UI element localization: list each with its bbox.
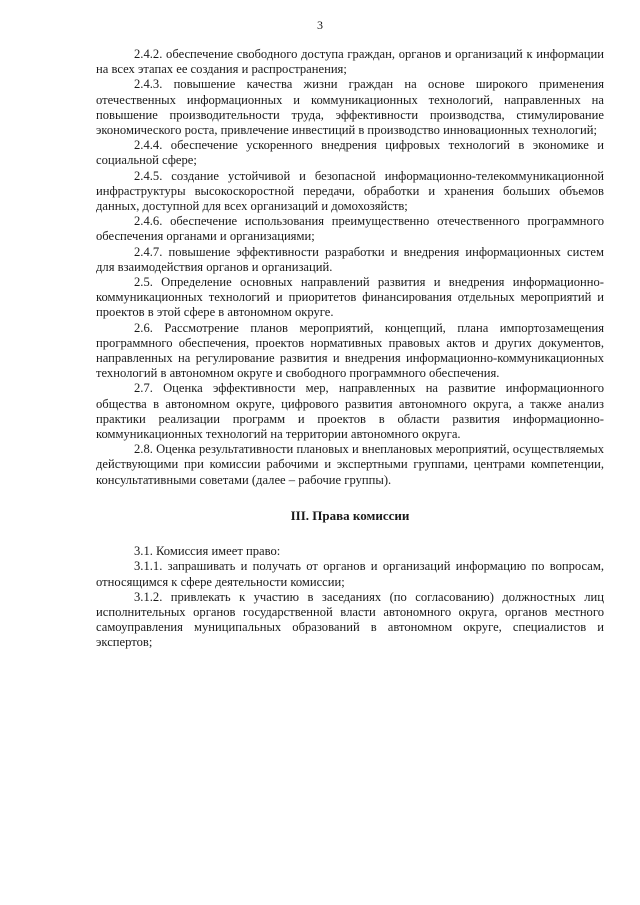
section-heading: III. Права комиссии: [290, 507, 410, 523]
paragraph-2-7: 2.7. Оценка эффективности мер, направленных на развитие информационного общества в автономном округе, цифрового развития автономного округа, а также анализ практики реализации программ и проектов в области развития информационно-коммуникационных технологий на территории автономного округа.: [96, 381, 604, 442]
paragraph-2-6: 2.6. Рассмотрение планов мероприятий, концепций, плана импортозамещения программного обеспечения, проектов нормативных правовых актов и других документов, направленных на регулирование развития и внедрения информационно-коммуникационных технологий в автономном округе и свободного программного обеспечения.: [96, 320, 604, 381]
paragraph-2-4-7: 2.4.7. повышение эффективности разработки и внедрения информационных систем для взаимодействия органов и организаций.: [96, 244, 604, 274]
paragraph-2-5: 2.5. Определение основных направлений развития и внедрения информационно-коммуникационных технологий и приоритетов финансирования отдельных мероприятий и проектов в этой сфере в автономном округе.: [96, 275, 604, 320]
paragraph-2-4-3: 2.4.3. повышение качества жизни граждан на основе широкого применения отечественных информационных и коммуникационных технологий, направленных на повышение производительности труда, эффективности производства, стимулирование экономического роста, привлечение инвестиций в производство инновационных технологий;: [96, 77, 604, 138]
paragraph-2-8: 2.8. Оценка результативности плановых и внеплановых мероприятий, осуществляемых действующими при комиссии рабочими и экспертными группами, центрами компетенции, консультативными советами (далее – рабочие группы).: [96, 442, 604, 487]
page-number: 3: [317, 18, 323, 32]
paragraph-3-1-2: 3.1.2. привлекать к участию в заседаниях (по согласованию) должностных лиц исполнительных органов государственной власти автономного округа, органов местного самоуправления муниципальных образований в автономном округе, специалистов и экспертов;: [96, 589, 604, 650]
paragraph-2-4-2: 2.4.2. обеспечение свободного доступа граждан, органов и организаций к информации на всех этапах ее создания и распространения;: [96, 47, 604, 77]
document-body: [96, 47, 604, 651]
paragraph-3-1: 3.1. Комиссия имеет право:: [134, 544, 281, 559]
paragraph-2-4-6: 2.4.6. обеспечение использования преимущественно отечественного программного обеспечения органами и организациями;: [96, 214, 604, 244]
paragraph-3-1-1: 3.1.1. запрашивать и получать от органов и организаций информацию по вопросам, относящимся к сфере деятельности комиссии;: [96, 559, 604, 589]
paragraph-2-4-5: 2.4.5. создание устойчивой и безопасной информационно-телекоммуникационной инфраструктуры высокоскоростной передачи, обработки и хранения больших объемов данных, доступной для всех организаций и домохозяйств;: [96, 168, 604, 214]
paragraph-2-4-4: 2.4.4. обеспечение ускоренного внедрения цифровых технологий в экономике и социальной сфере;: [96, 138, 604, 168]
